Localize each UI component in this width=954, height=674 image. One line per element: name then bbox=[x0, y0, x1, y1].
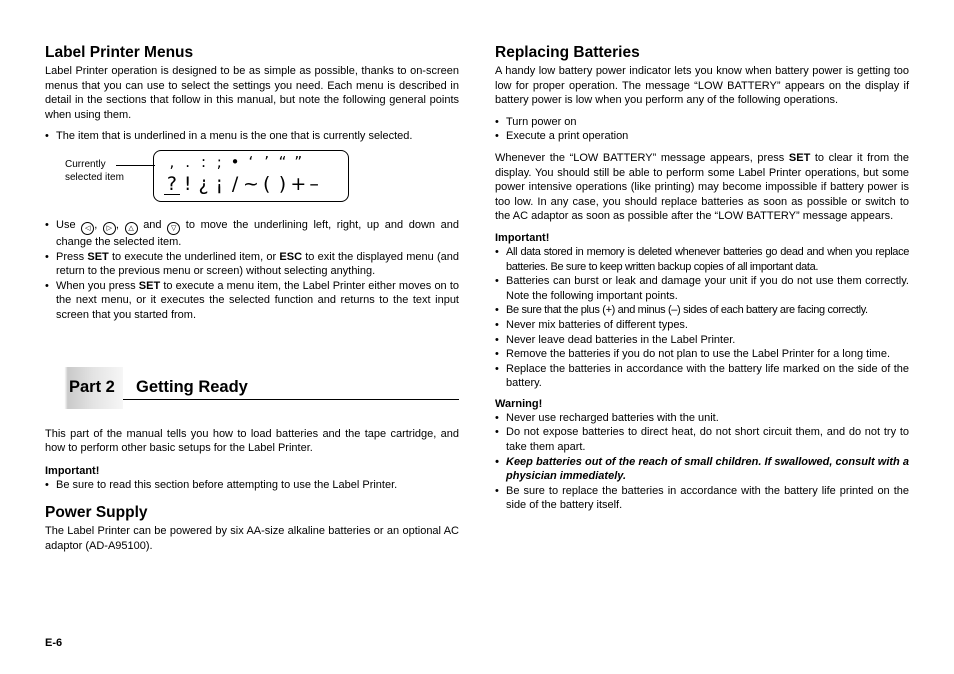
text: to move the underlining left, right, up and down and change the selected item. bbox=[56, 218, 459, 248]
list-item: • Batteries can burst or leak and damage your unit if you do not use them correctly. Note the following important points. bbox=[495, 274, 909, 303]
operations-list bbox=[495, 115, 909, 144]
callout-label: Currently selected item bbox=[65, 158, 124, 183]
menu-char: + bbox=[290, 172, 307, 195]
part-header bbox=[45, 367, 459, 409]
menu-figure bbox=[45, 150, 459, 210]
important-label: Important! bbox=[45, 464, 100, 477]
list-item: • Be sure that the plus (+) and minus (–) sides of each battery are facing correctly. bbox=[495, 303, 909, 318]
menu-row-1 bbox=[164, 153, 306, 171]
menu-char: . bbox=[185, 152, 191, 171]
part-intro: This part of the manual tells you how to load batteries and the tape cartridge, and how to perform other basic setups for the Label Printer. bbox=[45, 427, 459, 455]
list-item bbox=[45, 279, 459, 323]
list-item: • Never leave dead batteries in the Label Printer. bbox=[495, 333, 909, 348]
list-item: • Replace the batteries in accordance with the battery life marked on the side of the battery. bbox=[495, 362, 909, 391]
list-item: • Do not expose batteries to direct heat, do not short circuit them, and do not try to take them apart. bbox=[495, 425, 909, 454]
menu-row-2 bbox=[164, 172, 322, 196]
warning-list bbox=[495, 411, 909, 513]
list-item: • The item that is underlined in a menu is the one that is currently selected. bbox=[45, 129, 459, 144]
whenever-paragraph bbox=[495, 151, 909, 224]
text: When you press bbox=[56, 279, 136, 292]
important-list bbox=[495, 245, 909, 391]
menu-char: ¿ bbox=[198, 172, 209, 195]
list-item: • Keep batteries out of the reach of small children. If swallowed, consult with a physician immediately. bbox=[495, 455, 909, 484]
important-label: Important! bbox=[495, 231, 550, 244]
text: Press bbox=[56, 250, 85, 263]
batteries-intro: A handy low battery power indicator lets you know when battery power is getting too low for proper operation. The message “LOW BATTERY” appears on the display if battery power is low when you perform any of the following operations. bbox=[495, 65, 909, 107]
list-item: • Turn power on bbox=[495, 115, 909, 130]
section-heading-menus: Label Printer Menus bbox=[45, 44, 194, 61]
list-item: • Never use recharged batteries with the unit. bbox=[495, 411, 909, 426]
menu-char-selected bbox=[164, 172, 180, 196]
left-column bbox=[45, 44, 459, 554]
selected-char: ? bbox=[164, 174, 180, 195]
part-rule bbox=[123, 399, 459, 400]
part-important-list bbox=[45, 478, 459, 493]
page-number: E-6 bbox=[45, 637, 63, 649]
menu-char: ¡ bbox=[215, 172, 224, 195]
right-arrow-icon: ▷ bbox=[103, 222, 116, 235]
part-number: Part 2 bbox=[69, 377, 115, 396]
text: , bbox=[94, 218, 98, 231]
key-name: SET bbox=[788, 151, 811, 164]
menu-char: : bbox=[200, 152, 207, 171]
right-column bbox=[495, 44, 909, 513]
menu-char: ; bbox=[216, 152, 222, 171]
menu-char: ) bbox=[278, 172, 287, 195]
key-name: ESC bbox=[279, 250, 303, 263]
text: to execute the underlined item, or bbox=[112, 250, 277, 263]
menu-char: • bbox=[230, 152, 240, 171]
list-item: • Never mix batteries of different types. bbox=[495, 318, 909, 333]
menu-char: ~ bbox=[242, 172, 259, 195]
menu-char: “ bbox=[278, 152, 287, 171]
menus-intro: Label Printer operation is designed to be as simple as possible, thanks to on-screen menus that you can use to select the settings you need. Each menu is described in detail in the sections that follow in this manual, but note the following general points when using them. bbox=[45, 65, 459, 121]
menu-char: / bbox=[231, 172, 239, 195]
list-item bbox=[45, 250, 459, 279]
list-item: • Remove the batteries if you do not plan to use the Label Printer for a long time. bbox=[495, 347, 909, 362]
text: Whenever the “LOW BATTERY” message appears, press bbox=[495, 151, 785, 164]
up-arrow-icon: △ bbox=[125, 222, 138, 235]
menu-char: ” bbox=[294, 152, 303, 171]
key-name: SET bbox=[138, 279, 161, 292]
text: to execute a menu item, the Label Printer either moves on to the next menu, or it executes the selected function and returns to the text input screen that you started from. bbox=[56, 279, 459, 321]
section-heading-batteries: Replacing Batteries bbox=[495, 44, 640, 61]
list-item bbox=[45, 218, 459, 250]
part-title: Getting Ready bbox=[136, 377, 248, 396]
power-text: The Label Printer can be powered by six AA-size alkaline batteries or an optional AC adaptor (AD-A95100). bbox=[45, 525, 459, 552]
list-item: • Execute a print operation bbox=[495, 129, 909, 144]
menu-screen bbox=[153, 150, 349, 202]
text: to exit the displayed menu (and return to the previous menu or screen) without selecting anything. bbox=[56, 250, 459, 278]
menus-list-2 bbox=[45, 218, 459, 323]
menu-char: ’ bbox=[264, 152, 270, 171]
menu-char: ‘ bbox=[248, 152, 254, 171]
text: to clear it from the display. You should still be able to perform some Label Printer operations, but some power intensive operations (like printing) may become impossible if battery power is too low. In any case, you should replace batteries as soon as possible or switch to the AC adaptor as soon as possible after the “LOW BATTERY” message appears. bbox=[495, 151, 909, 223]
list-item: • All data stored in memory is deleted whenever batteries go dead and when you replace batteries. Be sure to keep written backup copies of all important data. bbox=[495, 245, 909, 274]
section-heading-power: Power Supply bbox=[45, 504, 148, 522]
menu-char: ( bbox=[262, 172, 271, 195]
list-item: • Be sure to read this section before attempting to use the Label Printer. bbox=[45, 478, 459, 493]
text: and bbox=[143, 218, 162, 231]
left-arrow-icon: ◁ bbox=[81, 222, 94, 235]
key-name: SET bbox=[87, 250, 109, 263]
text: , bbox=[115, 218, 119, 231]
menu-char: , bbox=[169, 152, 175, 171]
list-item: • Be sure to replace the batteries in accordance with the battery life printed on the side of the battery itself. bbox=[495, 484, 909, 513]
warning-label: Warning! bbox=[495, 397, 543, 410]
menu-char: ! bbox=[183, 172, 192, 195]
text: Use bbox=[56, 218, 76, 231]
menu-char: – bbox=[309, 172, 319, 195]
callout-line bbox=[116, 165, 155, 166]
down-arrow-icon: ▽ bbox=[167, 222, 180, 235]
menus-list-1 bbox=[45, 129, 459, 144]
